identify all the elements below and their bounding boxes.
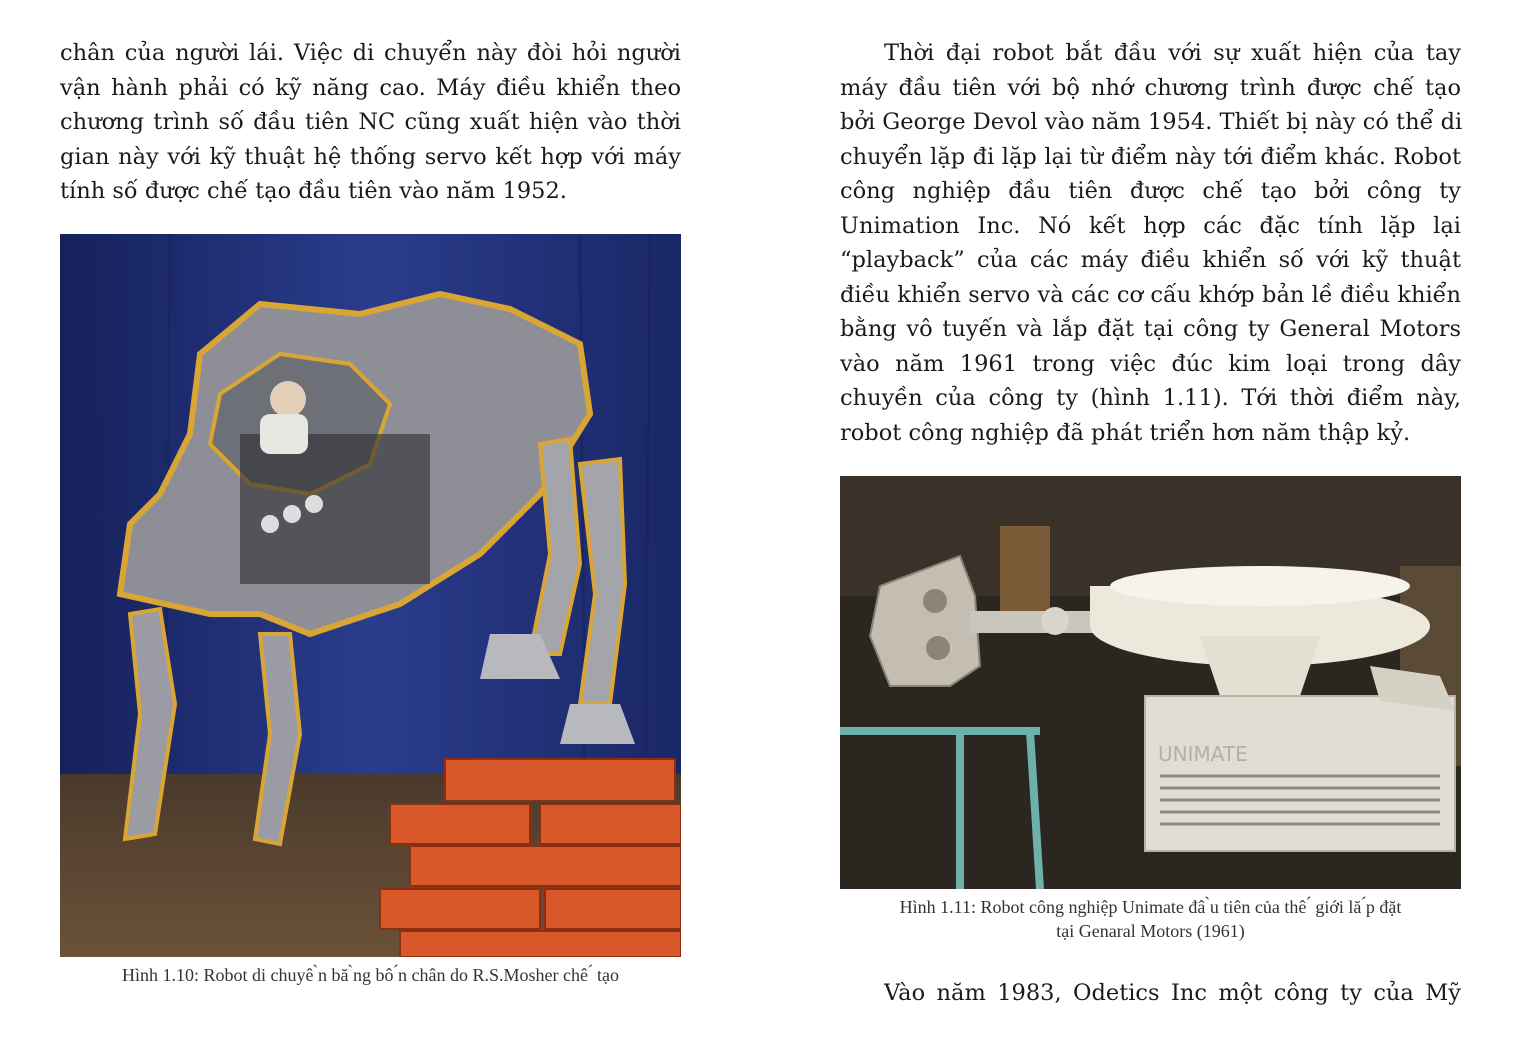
text-line: điều khiển servo và các cơ cấu khớp bản lề điều khiển [840,281,1461,308]
text-line: robot công nghiệp đã phát triển hơn năm thập kỷ. [840,419,1411,446]
caption-line: Hình 1.11: Robot công nghiệp Unimate đâ ̀u tiên của thê ́ giới lă ́p đặt [899,897,1402,917]
text-line: Thời đại robot bắt đầu với sự xuất hiện của tay [884,40,1461,66]
text-line: vận hành phải có kỹ năng cao. Máy điều khiển theo [60,74,681,101]
left-paragraph [60,36,681,209]
text-line: bởi George Devol vào năm 1954. Thiết bị này có thể di [840,109,1463,135]
text-line: gian này với kỹ thuật hệ thống servo kết hợp với máy [60,143,681,170]
text-line: chương trình số đầu tiên NC cũng xuất hiện vào thời [60,109,681,135]
figure-caption [840,895,1461,943]
right-page [840,0,1461,1038]
figure-caption: Hình 1.10: Robot di chuyê ̀n bă ̀ng bô ́n chân do R.S.Mosher chê ́ tạo [122,965,619,985]
text-line: “playback” của các máy điều khiển số với kỹ thuật [840,247,1461,273]
text-line: chân của người lái. Việc di chuyển này đòi hỏi người [60,40,681,66]
text-line: chuyền của công ty (hình 1.11). Tới thời điểm này, [840,385,1461,411]
unimate-label: UNIMATE [1158,742,1248,766]
text-line: Vào năm 1983, Odetics Inc một công ty của Mỹ [884,980,1461,1006]
text-line: chuyển lặp đi lặp lại từ điểm này tới điểm khác. Robot [840,143,1461,170]
left-page [60,0,681,1038]
bottom-paragraph [840,976,1461,1011]
text-line: Unimation Inc. Nó kết hợp các đặc tính lặp lại [840,212,1461,239]
unimate-robot-photo [840,476,1461,889]
walking-robot-photo [60,234,681,957]
caption-line: tại Genaral Motors (1961) [1056,921,1245,941]
figure-unimate-robot [840,476,1461,889]
text-line: bằng vô tuyến và lắp đặt tại công ty General Motors [840,316,1461,342]
figure-walking-robot [60,234,681,957]
text-line: vào năm 1961 trong việc đúc kim loại trong dây [840,350,1461,377]
text-line: tính số được chế tạo đầu tiên vào năm 1952. [60,178,567,204]
text-line: máy đầu tiên với bộ nhớ chương trình được chế tạo [840,74,1461,101]
text-line: công nghiệp đầu tiên được chế tạo bởi công ty [840,178,1461,204]
right-paragraph [840,36,1461,450]
